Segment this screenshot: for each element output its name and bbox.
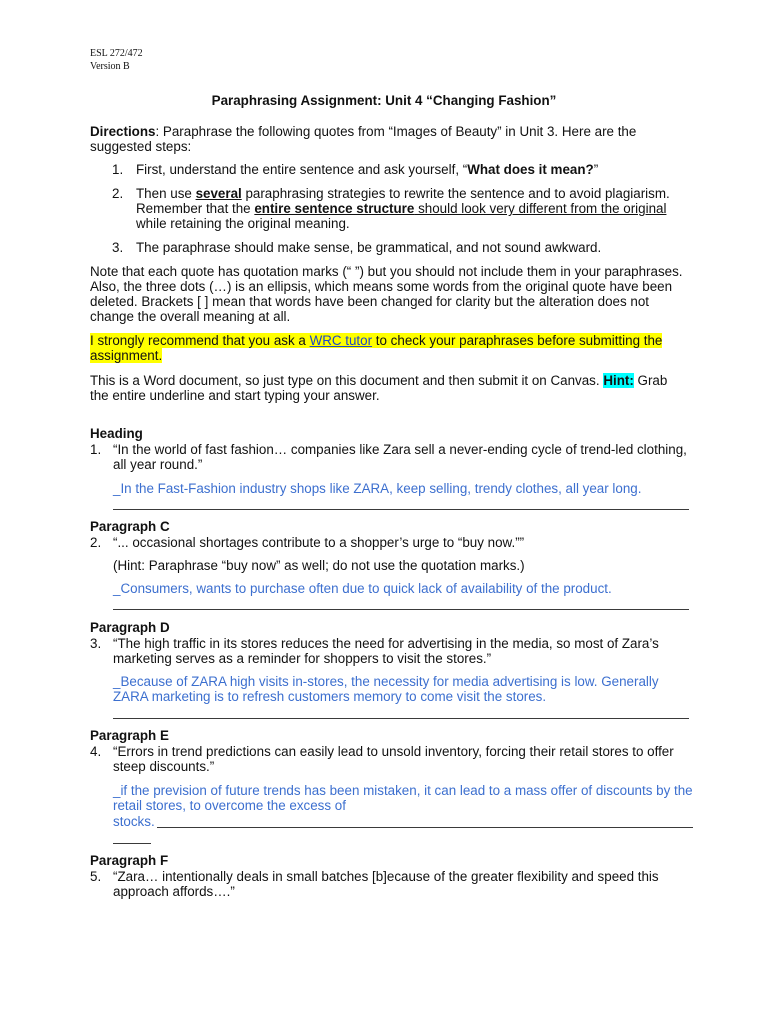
quote-text: “In the world of fast fashion… companies like Zara sell a never-ending cycle of trend-led clothing, all year round.”: [113, 442, 687, 472]
version-label: Version B: [90, 61, 130, 72]
section-heading: Heading: [90, 426, 143, 441]
directions-paragraph: [90, 124, 688, 154]
section-heading: Paragraph C: [90, 519, 170, 534]
course-header: [90, 47, 143, 73]
directions-text: : Paraphrase the following quotes from “Images of Beauty” in Unit 3. Here are the suggested steps:: [90, 124, 637, 154]
note-paragraph: Note that each quote has quotation marks (“ ”) but you should not include them in your paraphrases. Also, the three dots (…) is an ellipsis, which means some words from the original quote have been deleted. Brackets [ ] mean that words have been changed for clarity but the alteration does not change the overall meaning at all.: [90, 264, 683, 324]
answer-field-1[interactable]: _In the Fast-Fashion industry shops like ZARA, keep selling, trendy clothes, all year long.: [113, 481, 642, 496]
quote-text: “The high traffic in its stores reduces the need for advertising in the media, so most of Zara’s marketing serves as a reminder for shoppers to visit the stores.”: [113, 636, 659, 666]
answer-underline: [113, 509, 689, 510]
step-text: Then use several paraphrasing strategies to rewrite the sentence and to avoid plagiarism. Remember that the entire sentence structure should look very different from the original while retaining the original meaning.: [136, 186, 670, 231]
quote-text: “Zara… intentionally deals in small batches [b]ecause of the greater flexibility and speed this approach affords….”: [113, 869, 659, 899]
recommendation-text: I strongly recommend that you ask a WRC tutor to check your paraphrases before submitting the assignment.: [90, 333, 663, 363]
answer-field-3[interactable]: _Because of ZARA high visits in-stores, the necessity for media advertising is low. Generally ZARA marketing is to refresh customers memory to come visit the stores.: [113, 674, 659, 704]
answer-underline: [113, 609, 689, 610]
step-number: 1.: [112, 162, 124, 177]
step-text: The paraphrase should make sense, be grammatical, and not sound awkward.: [136, 240, 602, 255]
answer-underline: [113, 718, 689, 719]
answer-field-4-end[interactable]: stocks.: [113, 814, 155, 829]
quote-text: “Errors in trend predictions can easily lead to unsold inventory, forcing their retail stores to offer steep discounts.”: [113, 744, 674, 774]
answer-underline-tail: [113, 843, 151, 844]
answer-field-4[interactable]: _if the prevision of future trends has been mistaken, it can lead to a mass offer of discounts by the retail stores, to overcome the excess of: [113, 783, 693, 813]
directions-label: Directions: [90, 124, 156, 139]
wrc-tutor-link[interactable]: WRC tutor: [309, 333, 373, 348]
quote-hint: (Hint: Paraphrase “buy now” as well; do not use the quotation marks.): [113, 558, 525, 573]
step-number: 2.: [112, 186, 124, 201]
quote-text: “... occasional shortages contribute to a shopper’s urge to “buy now.””: [113, 535, 525, 550]
hint-badge: Hint:: [603, 373, 634, 388]
answer-field-2[interactable]: _Consumers, wants to purchase often due to quick lack of availability of the product.: [113, 581, 612, 596]
course-code: ESL 272/472: [90, 48, 143, 59]
section-heading: Paragraph D: [90, 620, 170, 635]
section-heading: Paragraph E: [90, 728, 169, 743]
step-text: First, understand the entire sentence and ask yourself, “What does it mean?”: [136, 162, 599, 177]
recommendation: [90, 333, 688, 363]
answer-underline: [157, 827, 693, 828]
document-page: ESL 272/472 Version B Paraphrasing Assignment: Unit 4 “Changing Fashion” Directions: Paraphrase the following quotes from “Images of Beauty” in Unit 3. Here are the suggested steps: 1. First, understand the entire sentence and ask yourself, “What does it mean?” 2. Then use several paraphrasing strategies to rewrite the sentence and to avoid plagiarism. Remember that the entire sentence structure should look very different from the original while retaining the original meaning. 3. The paraphrase should make sense, be grammatical, and not sound awkward. Note that each quote has quotation marks (“ ”) but you should not include them in your paraphrases. Also, the three dots (…) is an ellipsis, which means some words from the original quote have been deleted. Brackets [ ] mean that words have been changed for clarity but the alteration does not change the overall meaning at all. I strongly recommend that you ask a WRC tutor to check your paraphrases before submitting the assignment. This is a Word document, so just type on this document and then submit it on Canvas. Hint: Grab the entire underline and start typing your answer. Heading 1. “In the world of fast fashion… companies like Zara sell a never-ending cycle of trend-led clothing, all year round.” _In the Fast-Fashion industry shops like ZARA, keep selling, trendy clothes, all year long. Paragraph C 2. “... occasional shortages contribute to a shopper’s urge to “buy now.”” (Hint: Paraphrase “buy now” as well; do not use the quotation marks.) _Consumers, wants to purchase often due to quick lack of availability of the product. Paragraph D 3. “The high traffic in its stores reduces the need for advertising in the media, so most of Zara’s marketing serves as a reminder for shoppers to visit the stores.” _Because of ZARA high visits in-stores, the necessity for media advertising is low. Generally ZARA marketing is to refresh customers memory to come visit the stores. Paragraph E 4. “Errors in trend predictions can easily lead to unsold inventory, forcing their retail stores to offer steep discounts.” _if the prevision of future trends has been mistaken, it can lead to a mass offer of discounts by the retail stores, to overcome the excess of stocks. Paragraph F 5. “Zara… intentionally deals in small batches [b]ecause of the greater flexibility and speed this approach affords….”: [0, 0, 768, 1024]
word-note: This is a Word document, so just type on this document and then submit it on Canvas. Hint: Grab the entire underline and start typing your answer.: [90, 373, 668, 403]
section-heading: Paragraph F: [90, 853, 169, 868]
page-title: Paraphrasing Assignment: Unit 4 “Changing Fashion”: [211, 93, 557, 108]
step-number: 3.: [112, 240, 124, 255]
